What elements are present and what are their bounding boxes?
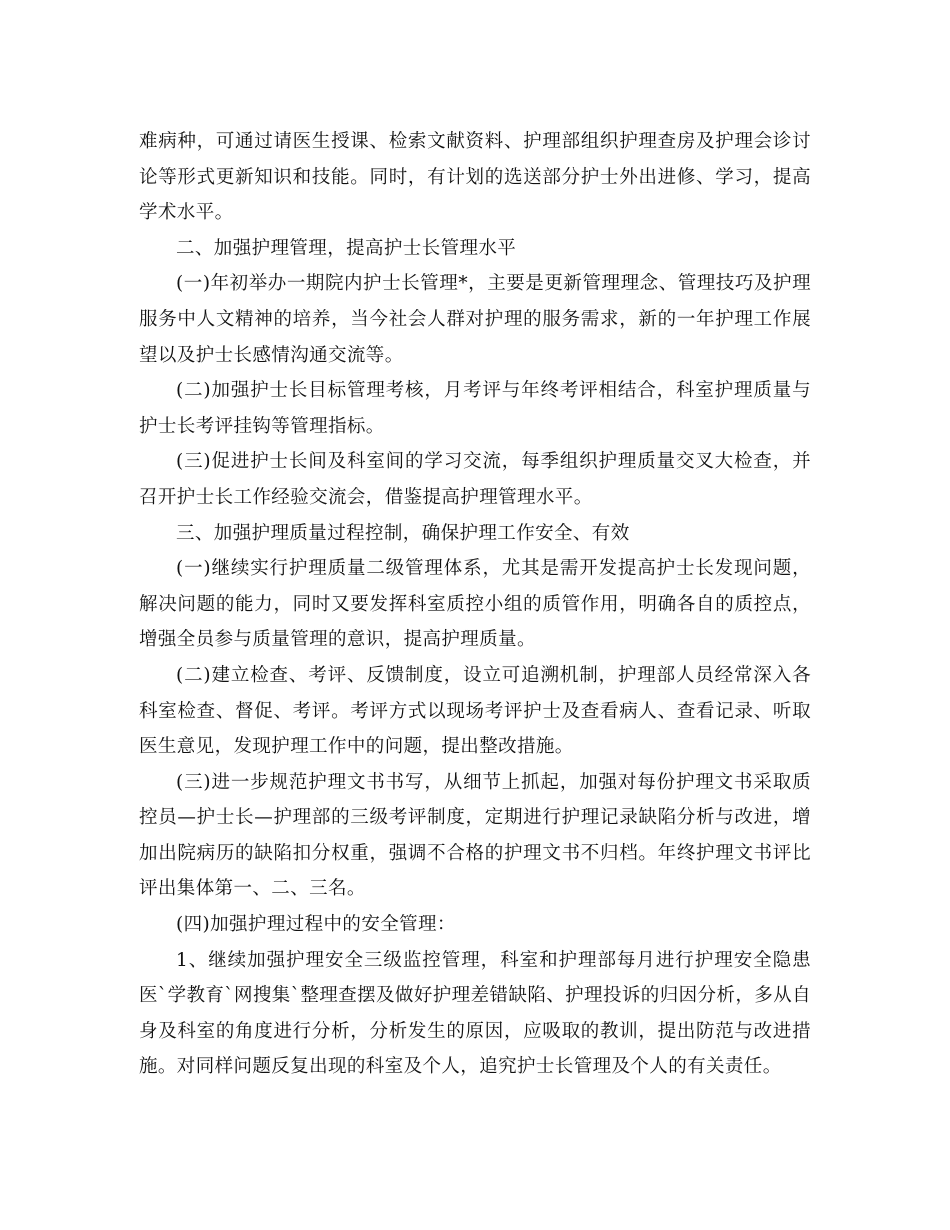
paragraph-3-4-heading: (四)加强护理过程中的安全管理： [176,914,456,936]
paragraph-2-3: (三)促进护士长间及科室间的学习交流，每季组织护理质量交叉大检查，并召开护士长工作经验交流会，借鉴提高护理管理水平。 [139,451,811,508]
paragraph-continuation: 难病种，可通过请医生授课、检索文献资料、护理部组织护理查房及护理会诊讨论等形式更新知识和技能。同时，有计划的选送部分护士外出进修、学习，提高学术水平。 [139,131,811,224]
section-heading-2: 二、加强护理管理，提高护士长管理水平 [176,237,517,259]
paragraph-3-1: (一)继续实行护理质量二级管理体系，尤其是需开发提高护士长发现问题，解决问题的能力，同时又要发挥科室质控小组的质管作用，明确各自的质控点，增强全员参与质量管理的意识，提高护理质量。 [139,558,811,651]
section-heading-3: 三、加强护理质量过程控制，确保护理工作安全、有效 [176,522,630,544]
paragraph-3-3: (三)进一步规范护理文书书写，从细节上抓起，加强对每份护理文书采取质控员—护士长—护理部的三级考评制度，定期进行护理记录缺陷分析与改进，增加出院病历的缺陷扣分权重，强调不合格的护理文书不归档。年终护理文书评比评出集体第一、二、三名。 [139,771,811,900]
paragraph-2-2: (二)加强护士长目标管理考核，月考评与年终考评相结合，科室护理质量与护士长考评挂钩等管理指标。 [139,380,811,437]
paragraph-3-4-1: 1、继续加强护理安全三级监控管理，科室和护理部每月进行护理安全隐患医`学教育`网搜集`整理查摆及做好护理差错缺陷、护理投诉的归因分析，多从自身及科室的角度进行分析，分析发生的原因，应吸取的教训，提出防范与改进措施。对同样问题反复出现的科室及个人，追究护士长管理及个人的有关责任。 [139,949,811,1078]
paragraph-3-2: (二)建立检查、考评、反馈制度，设立可追溯机制，护理部人员经常深入各科室检查、督促、考评。考评方式以现场考评护士及查看病人、查看记录、听取医生意见，发现护理工作中的问题，提出整改措施。 [139,664,811,758]
document-body [139,124,811,1085]
paragraph-2-1: (一)年初举办一期院内护士长管理*，主要是更新管理理念、管理技巧及护理服务中人文精神的培养，当今社会人群对护理的服务需求，新的一年护理工作展望以及护士长感情沟通交流等。 [139,273,811,366]
